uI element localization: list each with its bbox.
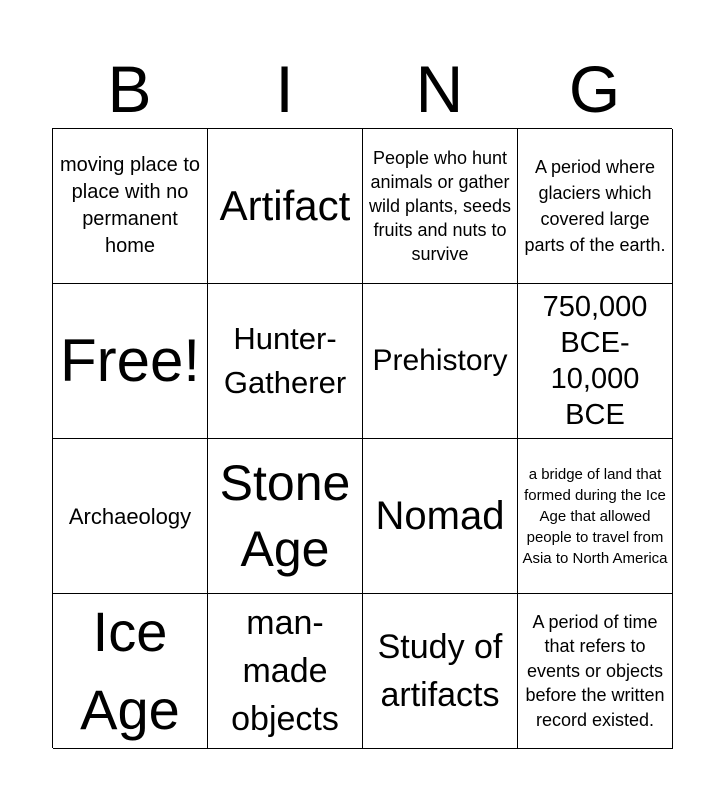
header-letter-n: N — [415, 52, 464, 126]
bingo-cell-r2-c2[interactable] — [208, 284, 363, 439]
bingo-cell-r3-c3[interactable] — [363, 439, 518, 594]
header-letter-g: G — [568, 52, 621, 126]
cell-text: Hunter-Gatherer — [223, 321, 347, 400]
cell-text: Artifact — [219, 182, 351, 229]
cell-text: Ice Age — [80, 600, 180, 741]
bingo-board — [52, 128, 672, 748]
header-letter-b: B — [107, 52, 152, 126]
bingo-cell-r2-c4[interactable] — [518, 284, 673, 439]
cell-text: a bridge of land that formed during the Ice Age that allowed people to travel from Asia to North America — [522, 465, 668, 567]
bingo-cell-r3-c2[interactable] — [208, 439, 363, 594]
cell-text: Stone Age — [219, 455, 351, 577]
bingo-cell-r4-c2[interactable] — [208, 594, 363, 749]
cell-text: Nomad — [375, 494, 505, 538]
bingo-cell-r4-c3[interactable] — [363, 594, 518, 749]
cell-text: Free! — [59, 327, 201, 394]
bingo-cell-r3-c1[interactable] — [53, 439, 208, 594]
header-letter-i: I — [275, 52, 294, 126]
bingo-cell-r3-c4[interactable] — [518, 439, 673, 594]
bingo-cell-r1-c1[interactable] — [53, 129, 208, 284]
bingo-cell-r4-c4[interactable] — [518, 594, 673, 749]
cell-text: man-made objects — [231, 604, 339, 738]
bingo-header — [52, 50, 672, 128]
cell-text: Prehistory — [372, 344, 508, 377]
cell-text: People who hunt animals or gather wild plants, seeds fruits and nuts to survive — [368, 148, 512, 264]
cell-text: moving place to place with no permanent home — [59, 154, 201, 257]
cell-text: Archaeology — [68, 503, 192, 529]
bingo-cell-free[interactable] — [53, 284, 208, 439]
bingo-cell-r1-c3[interactable] — [363, 129, 518, 284]
bingo-cell-r1-c2[interactable] — [208, 129, 363, 284]
bingo-cell-r2-c3[interactable] — [363, 284, 518, 439]
cell-text: Study of artifacts — [377, 628, 503, 714]
cell-text: 750,000 BCE-10,000 BCE — [542, 291, 648, 431]
cell-text: A period where glaciers which covered large parts of the earth. — [524, 157, 666, 255]
bingo-cell-r1-c4[interactable] — [518, 129, 673, 284]
cell-text: A period of time that refers to events or objects before the written record existed. — [525, 611, 665, 730]
bingo-cell-r4-c1[interactable] — [53, 594, 208, 749]
